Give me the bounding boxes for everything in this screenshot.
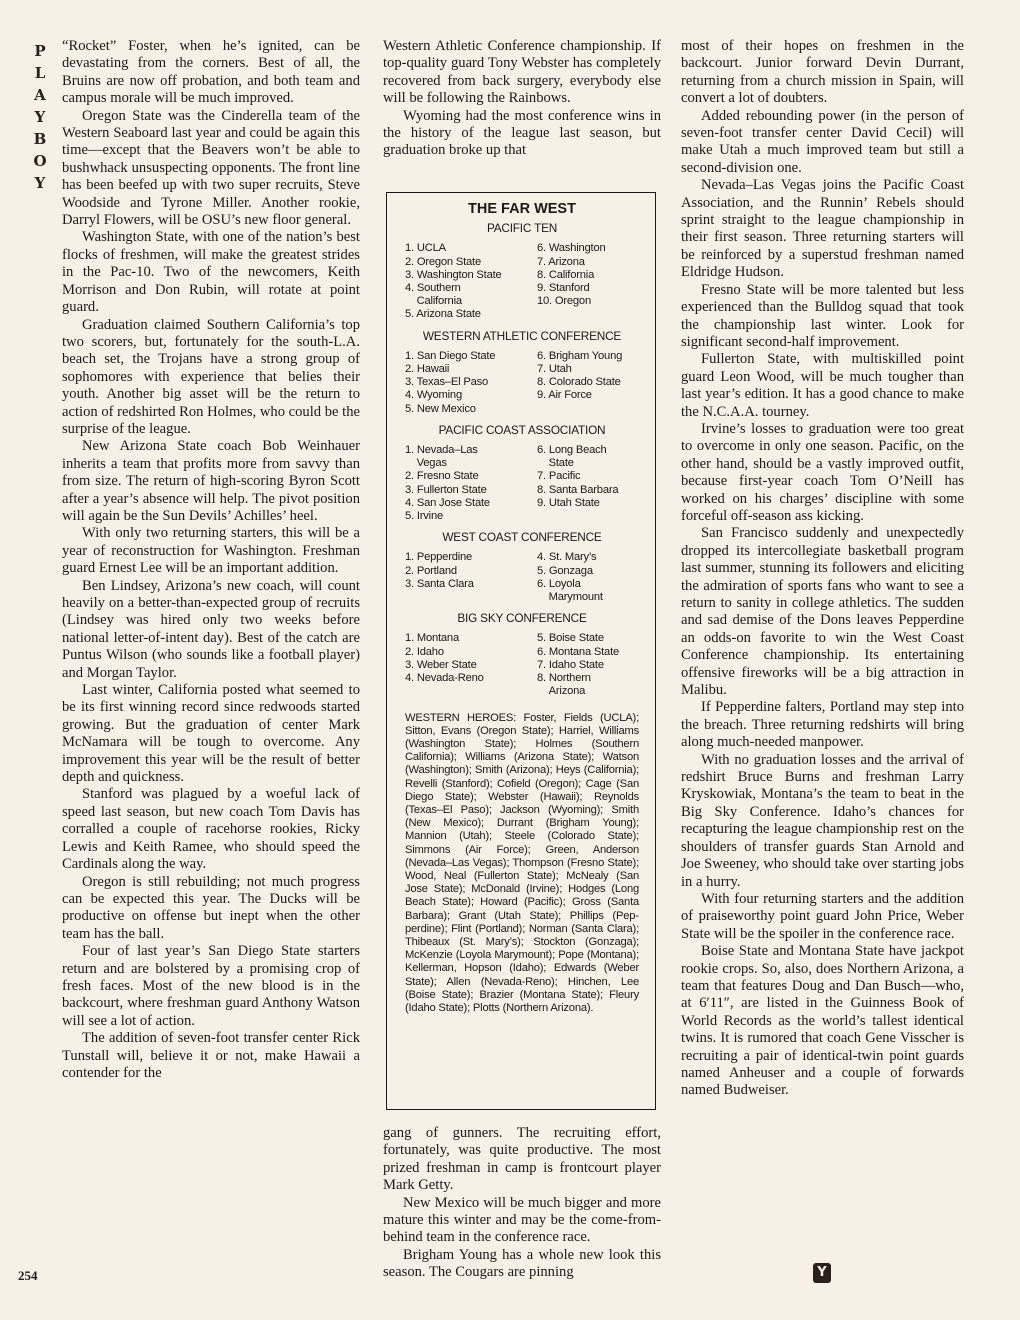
team-entry: 5. Gonzaga xyxy=(537,564,593,577)
paragraph: New Arizona State coach Bob Weinhauer inherits a team that profits more from savvy than from size. The return of high-scoring Byron Scott after a year’s absence will help. The pivot position will again be the Sun Devils’ Achilles’ heel. xyxy=(62,438,360,524)
paragraph: Brigham Young has a whole new look this season. The Cougars are pinning xyxy=(383,1246,661,1281)
paragraph: Graduation claimed Southern California’s top two scorers, but, fortunately for the south-L.A. beach set, the Trojans have a strong group of sophomores with experience that belies their youth. Another big asset will be the return to action of redshirted Ron Holmes, who could be the surprise of the league. xyxy=(62,316,360,437)
paragraph: gang of gunners. The recruiting effort, fortunately, was quite productive. The most prized freshman in camp is frontcourt player Mark Getty. xyxy=(383,1125,661,1194)
paragraph: most of their hopes on freshmen in the backcourt. Junior forward Devin Durrant, returning from a church mission in Spain, will convert a lot of doubters. xyxy=(681,38,964,107)
team-column-right xyxy=(537,242,639,321)
team-column-left xyxy=(405,242,537,321)
team-entry: 6. Long Beach xyxy=(537,444,607,457)
team-entry: 8. Northern xyxy=(537,672,591,685)
paragraph: The addition of seven-foot transfer center Rick Tunstall will, believe it or not, make Hawaii a contender for the xyxy=(62,1030,360,1081)
team-list xyxy=(405,632,639,698)
team-list xyxy=(405,242,639,321)
paragraph: With only two returning starters, this will be a year of reconstruction for Washington. Freshman guard Ernest Lee will be an important addition. xyxy=(62,525,360,577)
team-entry: 5. New Mexico xyxy=(405,402,476,415)
paragraph: Last winter, California posted what seemed to be its first winning record since redwoods started growing. But the graduation of center Mark McNamara will be tough to overcome. Any improvement this year will be the result of better depth and quickness. xyxy=(62,682,360,786)
paragraph: Nevada–Las Vegas joins the Pacific Coast Association, and the Runnin’ Rebels should sprint straight to the league championship in their first season. Three returning starters will be reinforced by a superstud freshman named Eldridge Hudson. xyxy=(681,177,964,281)
team-entry: 3. Fullerton State xyxy=(405,483,487,496)
paragraph: New Mexico will be much bigger and more mature this winter and may be the come-from-behind team in the conference race. xyxy=(383,1194,661,1246)
paragraph: Western Athletic Conference championship. If top-quality guard Tony Webster has completely recovered from back surgery, everybody else will be following the Rainbows. xyxy=(383,38,661,107)
conference-title: PACIFIC COAST ASSOCIATION xyxy=(438,422,606,437)
team-entry: 3. Weber State xyxy=(405,658,477,671)
team-entry: 5. Boise State xyxy=(537,632,604,645)
team-entry: 3. Washington State xyxy=(405,268,502,281)
standings-box xyxy=(386,192,656,1110)
team-entry: 9. Stanford xyxy=(537,282,590,295)
team-entry: 1. San Diego State xyxy=(405,349,496,362)
western-heroes-list: WESTERN HEROES: Foster, Fields (UCLA); Sitton, Evans (Oregon State); Harriel, Williams (Washington State); Holmes (Southern California); Williams (Arizona State); Watson (Washington); Smith (Arizona); Heys (California); Revelli (Stanford); Cofield (Oregon); Cage (San Diego State); Webster (Hawaii); Reynolds (Texas–El Paso); Jackson (Wyoming); Smith (New Mexico); Durrant (Brigham Young); Mannion (Utah); Steele (Colorado State); Simmons (Air Force); Green, Anderson (Nevada–Las Vegas); Thompson (Fresno State); Wood, Neal (Fullerton State); McNealy (San Jose State); McDonald (Irvine); Hodges (Long Beach State); Howard (Pacific); Gross (Santa Barbara); Grant (Utah State); Phillips (Pepperdine); Flint (Portland); Norman (Santa Clara); Thibeaux (St. Mary’s); Stockton (Gonzaga); McKenzie (Loyola Marymount); Pope (Montana); Kellerman, Hopson (Idaho); Edwards (Weber State); Allen (Nevada-Reno); Hinchen, Lee (Boise State); Brazier (Montana State); Fleury (Idaho State); Plotts (Northern Arizona). xyxy=(405,711,639,1014)
paragraph: Boise State and Montana State have jackpot rookie crops. So, also, does Northern Arizona, a team that features Doug and Dan Busch—who, at 6′11″, are listed in the Guinness Book of World Records as the world’s tallest identical twins. It is rumored that coach Gene Visscher is recruiting a pair of identical-twin point guards named Anheuser and a couple of forwards named Budweiser. xyxy=(681,943,964,1099)
conference-title: WEST COAST CONFERENCE xyxy=(442,530,602,545)
team-entry: 1. UCLA xyxy=(405,242,446,255)
team-entry: 2. Hawaii xyxy=(405,363,450,376)
masthead-letter: O xyxy=(33,152,47,170)
conference-title: WESTERN ATHLETIC CONFERENCE xyxy=(422,328,622,343)
team-column-right xyxy=(537,632,639,698)
team-entry: 4. Nevada-Reno xyxy=(405,672,484,685)
team-entry: California xyxy=(405,295,462,308)
paragraph: Irvine’s losses to graduation were too great to overcome in only one season. Pacific, on the other hand, should be a vastly improved outfit, because first-year coach Tom O’Neill has worked on his charges’ discipline with some forceful off-season ass kicking. xyxy=(681,420,964,524)
masthead-letter: L xyxy=(34,64,46,82)
paragraph: “Rocket” Foster, when he’s ignited, can be devastating from the corners. Best of all, the Bruins are now off probation, and both team and campus morale will be much improved. xyxy=(62,38,360,107)
masthead-letter: Y xyxy=(34,174,46,192)
conference-wac xyxy=(405,330,639,416)
team-list xyxy=(405,350,639,416)
team-column-right xyxy=(537,551,639,604)
vertical-masthead xyxy=(30,40,50,194)
team-entry: 3. Santa Clara xyxy=(405,577,474,590)
team-entry: 4. San Jose State xyxy=(405,496,490,509)
paragraph: With four returning starters and the addition of praiseworthy point guard John Price, Weber State will be the spoiler in the conference race. xyxy=(681,890,964,942)
team-entry: 9. Utah State xyxy=(537,496,600,509)
team-entry: 4. Wyoming xyxy=(405,389,462,402)
team-entry: 1. Nevada–Las xyxy=(405,444,478,457)
team-entry: State xyxy=(537,457,574,470)
paragraph: Oregon is still rebuilding; not much progress can be expected this year. The Ducks will be productive on offense but inept when the other team has the ball. xyxy=(62,873,360,942)
team-entry: 4. St. Mary’s xyxy=(537,551,597,564)
team-entry: 2. Idaho xyxy=(405,645,444,658)
text-column-3 xyxy=(681,38,964,1100)
team-list xyxy=(405,551,639,604)
team-entry: 10. Oregon xyxy=(537,295,591,308)
rabbit-logo-icon: Y xyxy=(813,1263,831,1283)
page-number: 254 xyxy=(18,1268,38,1283)
team-entry: 4. Southern xyxy=(405,282,461,295)
team-entry: 7. Idaho State xyxy=(537,658,604,671)
paragraph: If Pepperdine falters, Portland may step into the breach. Three returning redshirts will bring along much-needed manpower. xyxy=(681,699,964,751)
team-entry: 2. Fresno State xyxy=(405,470,479,483)
masthead-letter: Y xyxy=(34,108,46,126)
team-entry: 1. Montana xyxy=(405,632,459,645)
paragraph: With no graduation losses and the arrival of redshirt Bruce Burns and freshman Larry Kryskowiak, Montana’s the team to beat in the Big Sky Conference. Idaho’s chances for recapturing the league championship rest on the shoulders of transfer guards Stan Arnold and Joe Sweeney, who should take over starting jobs in a hurry. xyxy=(681,751,964,890)
paragraph: Fullerton State, with multiskilled point guard Leon Wood, will be much tougher than last year’s edition. It has a good chance to make the N.C.A.A. tourney. xyxy=(681,351,964,420)
team-entry: 8. Santa Barbara xyxy=(537,483,619,496)
team-entry: 5. Arizona State xyxy=(405,308,481,321)
team-column-right xyxy=(537,444,639,523)
paragraph: Four of last year’s San Diego State starters return and are bolstered by a promising crop of fresh faces. Most of the new blood is in the backcourt, where freshman guard Anthony Watson will see a lot of action. xyxy=(62,943,360,1029)
conference-pacific-ten xyxy=(405,222,639,321)
conference-big-sky xyxy=(405,612,639,698)
team-column-left xyxy=(405,551,537,604)
team-list xyxy=(405,444,639,523)
team-entry: Vegas xyxy=(405,457,447,470)
text-column-2-top xyxy=(383,38,661,160)
paragraph: Stanford was plagued by a woeful lack of speed last season, but new coach Tom Davis has corralled a couple of racehorse rookies, Ricky Lewis and Keith Ramee, who should speed the Cardinals along the way. xyxy=(62,786,360,873)
team-entry: 8. California xyxy=(537,268,595,281)
masthead-letter: B xyxy=(33,130,47,148)
team-column-left xyxy=(405,350,537,416)
team-entry: 7. Arizona xyxy=(537,255,585,268)
paragraph: Washington State, with one of the nation’s best flocks of freshmen, will make the greatest strides in the Pac-10. Two of the newcomers, Keith Morrison and Don Rubin, will rotate at point guard. xyxy=(62,229,360,316)
team-entry: 2. Oregon State xyxy=(405,255,481,268)
team-entry: 1. Pepperdine xyxy=(405,551,473,564)
team-column-left xyxy=(405,444,537,523)
team-entry: 5. Irvine xyxy=(405,510,443,523)
paragraph: Wyoming had the most conference wins in the history of the league last season, but graduation broke up that xyxy=(383,107,661,159)
team-entry: 6. Loyola xyxy=(537,577,581,590)
team-entry: 3. Texas–El Paso xyxy=(405,376,489,389)
team-entry: 7. Pacific xyxy=(537,470,581,483)
masthead-letter: P xyxy=(34,42,46,60)
text-column-2-bottom xyxy=(383,1125,661,1282)
conference-pca xyxy=(405,424,639,523)
paragraph: San Francisco suddenly and unexpectedly dropped its intercollegiate basketball program last summer, stunning its followers and eliciting the admiration of sports fans who want to see a return to sanity in college athletics. The sudden and sad demise of the Dons leaves Pepperdine an odds-on favorite to win the West Coast Conference championship. Its entertaining offensive fireworks will be a big attraction in Malibu. xyxy=(681,525,964,699)
team-entry: Marymount xyxy=(537,591,603,604)
conference-title: PACIFIC TEN xyxy=(486,221,558,236)
team-column-right xyxy=(537,350,639,416)
conference-wcc xyxy=(405,531,639,604)
team-entry: 6. Brigham Young xyxy=(537,349,623,362)
masthead-letter: A xyxy=(34,86,46,104)
team-entry: 2. Portland xyxy=(405,564,457,577)
conference-title: BIG SKY CONFERENCE xyxy=(457,611,587,626)
paragraph: Ben Lindsey, Arizona’s new coach, will count heavily on a better-than-expected group of recruits (Lindsey was hired only two weeks before national letter-of-intent day). Best of the catch are Puntus Wilson (who sounds like a football player) and Morgan Taylor. xyxy=(62,577,360,681)
paragraph: Oregon State was the Cinderella team of the Western Seaboard last year and could be again this time—except that the Beavers won’t be able to bushwhack unsuspecting opponents. The front line has been beefed up with two super recruits, Steve Woodside and Tyrone Miller. Another rookie, Darryl Flowers, will be OSU’s new floor general. xyxy=(62,107,360,229)
team-entry: 6. Montana State xyxy=(537,645,620,658)
team-column-left xyxy=(405,632,537,698)
box-title: THE FAR WEST xyxy=(468,201,576,217)
paragraph: Fresno State will be more talented but less experienced than the Bulldog squad that took the championship last winter. Look for significant second-half improvement. xyxy=(681,281,964,350)
text-column-1 xyxy=(62,38,360,1082)
team-entry: 8. Colorado State xyxy=(537,376,621,389)
team-entry: 9. Air Force xyxy=(537,389,592,402)
paragraph: Added rebounding power (in the person of seven-foot transfer center David Cecil) will make Utah a much improved team but still a second-division one. xyxy=(681,107,964,176)
team-entry: 7. Utah xyxy=(537,363,572,376)
team-entry: Arizona xyxy=(537,685,586,698)
team-entry: 6. Washington xyxy=(537,242,606,255)
